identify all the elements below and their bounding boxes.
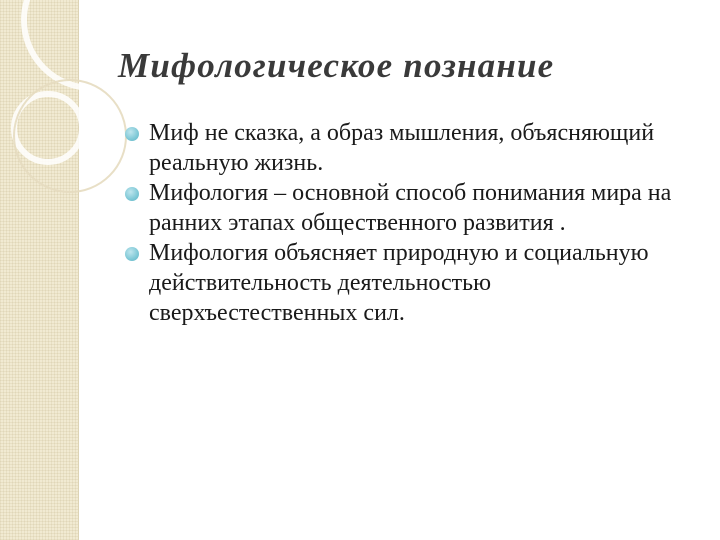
bullet-text: Мифология – основной способ понимания мира на ранних этапах общественного развития . (149, 180, 672, 236)
side-decorative-band (0, 0, 78, 540)
circle-bullet-icon (125, 247, 139, 261)
side-band-divider (78, 0, 79, 540)
bullet-text: Мифология объясняет природную и социальную действительность деятельностью сверхъестественных сил. (149, 240, 649, 326)
bullet-item (125, 238, 700, 328)
bullet-item (125, 118, 700, 178)
slide-title: Мифологическое познание (118, 46, 555, 85)
bullet-text: Миф не сказка, а образ мышления, объясняющий реальную жизнь. (149, 120, 655, 176)
bullet-list (125, 118, 700, 328)
bullet-item (125, 178, 700, 238)
circle-bullet-icon (125, 187, 139, 201)
circle-bullet-icon (125, 127, 139, 141)
